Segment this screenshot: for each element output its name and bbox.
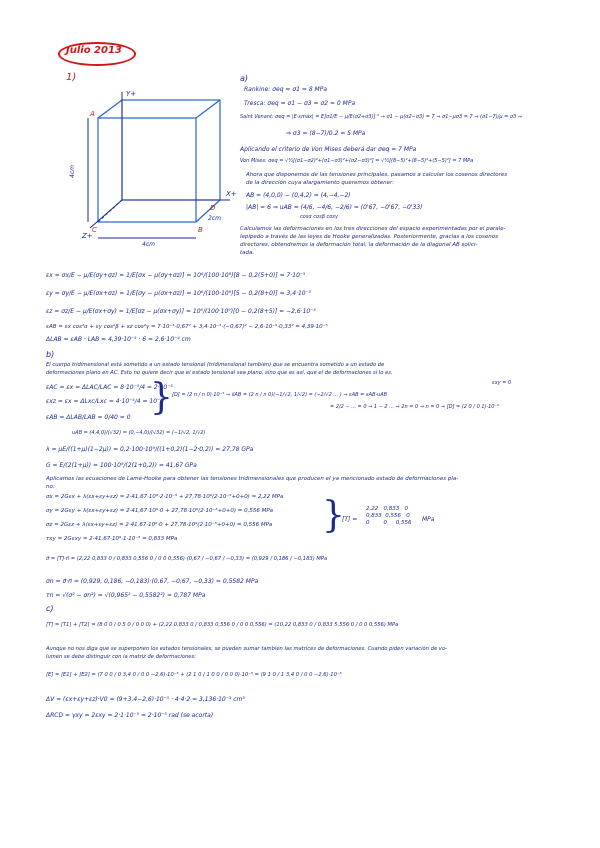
part-a-line: Tresca: σeq = σ1 − σ3 = σ2 = 0 MPa	[244, 100, 356, 107]
part-a-line: cosα cosβ cosγ	[300, 214, 338, 220]
axis-z-label: Z+	[82, 232, 93, 240]
strain-def-line: εAC = εx = ΔLAC/LAC = 8·10⁻⁵/4 = 2·10⁻⁵	[46, 384, 173, 391]
lame-line: λ = μE/((1+μ)(1−2μ)) = 0,2·100·10⁹/((1+0,2)(1−2·0,2)) = 27,78 GPa	[46, 446, 254, 453]
sigma-line: τxy = 2Gεxy = 2·41,67·10⁹·1·10⁻⁵ = 0,833 MPa	[46, 536, 178, 542]
part-b-intro: El cuerpo tridimensional está sometido a un estado tensional (tridimensional también) que se encuentra sometido a un estado de	[46, 362, 385, 368]
part-c-label: c)	[46, 604, 54, 613]
tau-n-line: τn = √(σ² − σn²) = √(0,965² − 0,5582²) = 0,787 MPa	[46, 592, 206, 599]
angle-change: ΔRCD = γxy = 2εxy = 2·1·10⁻⁵ = 2·10⁻⁵ rad (se acorta)	[46, 712, 214, 719]
dim-width-label: 4cm	[142, 241, 155, 248]
strain-line: εy = σy/E − μ/E(σx+σz) = 1/E[σy − μ(σx+σz)] = 10⁶/(100·10⁹)[5 − 0,2(8+0)] = 3,4·10⁻⁵	[46, 290, 312, 297]
point-c: C	[92, 226, 97, 234]
axis-y-label: Y+	[126, 90, 137, 98]
eps-zero-note: εxy = 0	[492, 380, 512, 386]
lame-intro: no:	[46, 484, 55, 490]
part-a-line: |AB| = 6 ⇒ uAB = (4/6, −4/6, −2/6) = (0'67, −0'67, −0'33)	[246, 204, 423, 211]
t-sum-eq: [T] = [T1] + [T2] = (8 0 0 / 0 5 0 / 0 0 0) + (2,22 0,833 0 / 0,833 0,556 0 / 0 0 0,556) = (10,22 0,833 0 / 0,833 5,556 0 / 0 0 0,556) MPa	[46, 622, 399, 628]
part-a-line: Saint Venant: σeq = |E·εmáx| = E[σ1/E − μ/E(σ2+σ3)] ⁰ → σ1 − μ(σ2−σ3) = 7 ⇒ σ1−μσ3 = 7 ⇒ (σ1−7)/μ = σ3 ⇒	[240, 114, 523, 120]
strain-line: εAB = εx cos²α + εy cos²β + εz cos²γ = 7·10⁻⁵·0,67² + 3,4·10⁻⁵·(−0,67)² − 2,6·10⁻⁵·0,33² = 4,39·10⁻⁵	[46, 324, 328, 330]
e-sum-eq: [E] = [E1] + [E2] = (7 0 0 / 0 3,4 0 / 0 0 −2,6)·10⁻⁵ + (2 1 0 / 1 0 0 / 0 0 0)·10⁻⁵ = (9 1 0 / 1 3,4 0 / 0 0 −2,6)·10⁻⁵	[46, 672, 342, 678]
brace-left: }	[150, 377, 173, 418]
axis-x-label: X+	[226, 190, 237, 198]
t-matrix-label: [T] =	[342, 516, 358, 523]
part-a-line: Calculamos las deformaciones en los tres direcciones del espacio experimentadas por el parale-	[240, 226, 506, 232]
part-a-line: Von Mises: σeq = √½[(σ1−σ2)²+(σ1−σ3)²+(σ2−σ3)²] = √½[(8−5)²+(8−5)²+(5−5)²] = 7 MPa	[240, 158, 474, 164]
sigma-n-line: σn = σ⃗·n⃗ = (0,929, 0,186, −0,183)·(0,67, −0,67, −0,33) = 0,5582 MPa	[46, 578, 259, 585]
sigma-line: σy = 2Gεy + λ(εx+εy+εz) = 2·41,67·10⁹·0 + 27,78·10⁹(2·10⁻⁵+0+0) = 0,556 MPa	[46, 508, 274, 514]
point-d: D	[210, 204, 216, 212]
part-a-line: de la dirección cuya alargamiento queremos obtener:	[246, 180, 395, 186]
lame-line: G = E/(2(1+μ)) = 100·10⁹/(2(1+0,2)) = 41,67 GPa	[46, 462, 197, 469]
part-a-line: Ahora que disponemos de las tensiones principales, pasamos a calcular los cosenos directores	[246, 172, 508, 178]
brace-sigma: }	[322, 495, 345, 536]
part-a-line: Aplicando el criterio de Von Mises deberá dar σeq = 7 MPa	[240, 146, 417, 153]
part-a-line: lepípedo a través de las leyes de Hooke generalizadas. Posteriormente, gracias a los cosenos	[240, 234, 498, 240]
t-matrix-unit: MPa	[422, 516, 435, 523]
strain-line: εx = σx/E − μ/E(σy+σz) = 1/E[σx − μ(σy+σz)] = 10⁶/(100·10⁹)[8 − 0,2(5+0)] = 7·10⁻⁵	[46, 272, 306, 279]
part-a-line: ⇒ σ3 = (8−7)/0.2 = 5 MPa	[286, 130, 366, 137]
dim-depth-label: 2cm	[208, 215, 221, 222]
sigma-line: σz = 2Gεz + λ(εx+εy+εz) = 2·41,67·10⁹·0 + 27,78·10⁹(2·10⁻⁵+0+0) = 0,556 MPa	[46, 522, 273, 528]
volume-change: ΔV = (εx+εy+εz)·V0 = (9+3,4−2,6)·10⁻⁵ · 4·4·2 = 3,136·10⁻³ cm³	[46, 696, 245, 703]
lame-intro: Aplicamos las ecuaciones de Lamé-Hooke para obtener las tensiones tridimensionales que producen el ya mencionado estado de deformaciones pla-	[46, 476, 459, 482]
part-b-intro: deformaciones plano en AC. Esto no quiere decir que el estado tensional sea plano, sino que es así, que el de deformaciones sí lo es.	[46, 370, 393, 376]
dim-height-label: 4cm	[69, 165, 76, 178]
question-number: 1)	[66, 72, 77, 83]
part-c-note: lumen se debe distinguir con la matriz de deformaciones:	[46, 654, 196, 660]
point-a: A	[90, 110, 95, 118]
parallelepiped-figure	[60, 88, 240, 248]
d-matrix-eq: [D] = (2 n / n 0)·10⁻⁵ ⇒ ε⃗AB = (2 n / n 0)(−1/√2, 1/√2) = (−2/√2 ... ) ⇒ εAB = εAB·uAB	[172, 392, 388, 398]
part-a-line: Rankine: σeq = σ1 = 8 MPa	[244, 86, 328, 93]
part-a-line: AB = (4,0,0) − (0,4,2) = (4,−4,−2)	[246, 192, 351, 199]
strain-def-line: εAB = ΔLAB/LAB = 0/40 = 0	[46, 414, 131, 421]
sigma-line: σx = 2Gεx + λ(εx+εy+εz) = 2·41,67·10⁹·2·10⁻⁵ + 27,78·10⁹(2·10⁻⁵+0+0) = 2,22 MPa	[46, 494, 284, 500]
direction-vector: uAB = (4,4,0)/(√32) = (0,−4,0)/(√32) = (−1/√2, 1/√2)	[72, 430, 206, 436]
part-a-line: tada.	[240, 250, 255, 256]
page-title: Julio 2013	[66, 45, 122, 56]
strain-line: εz = σz/E − μ/E(σx+σy) = 1/E[σz − μ(σx+σy)] = 10⁶/(100·10⁹)[0 − 0,2(8+5)] = −2,6·10⁻⁵	[46, 308, 316, 315]
t-matrix: 2,22 0,833 0 0,833 0,556 0 0 0 0,556	[366, 506, 412, 526]
part-b-label: b)	[46, 350, 55, 359]
part-c-note: Aunque no nos diga que se superponen los estados tensionales, se pueden sumar también las matrices de deformaciones. Cuando piden variación de vo-	[46, 646, 447, 652]
stress-vector: σ⃗ = [T]·n⃗ = (2,22 0,833 0 / 0,833 0,556 0 / 0 0 0,556)·(0,67 / −0,67 / −0,33) = (0,929 / 0,186 / −0,183) MPa	[46, 556, 328, 562]
strain-line: ΔLAB = εAB · LAB = 4,39·10⁻⁵ · 6 = 2,6·10⁻⁴ cm	[46, 336, 191, 343]
d-matrix-result: = 2/2 − ... = 0 ⇒ 1 − 2 ... ⇒ 2n = 0 ⇒ n = 0 ⇒ [D] = (2 0 / 0 1)·10⁻⁵	[330, 404, 500, 410]
part-a-line: directores, obtendremos la deformación total, la deformación de la diagonal AB solici-	[240, 242, 478, 248]
strain-def-line: εxz = εx = ΔLxc/Lxc = 4·10⁻⁵/4 = 10⁻⁵	[46, 398, 163, 405]
part-a-label: a)	[240, 74, 249, 83]
point-b: B	[198, 226, 203, 234]
